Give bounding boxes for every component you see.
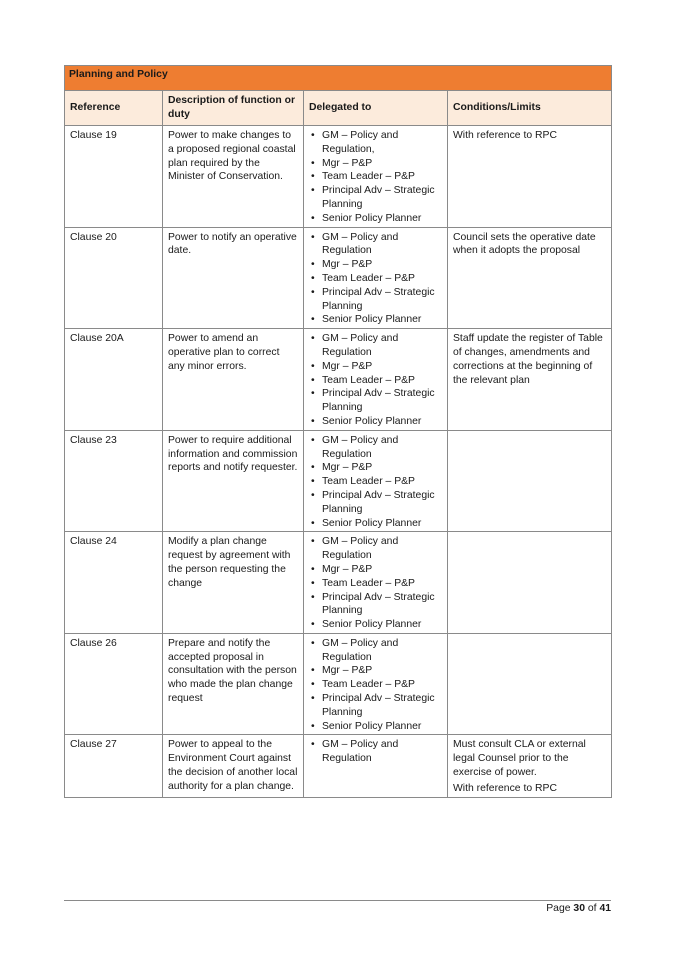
cell-conditions xyxy=(448,126,612,228)
delegate-item: • Principal Adv – Strategic Planning xyxy=(309,591,442,619)
delegate-item: • Principal Adv – Strategic Planning xyxy=(309,184,442,212)
table-title: Planning and Policy xyxy=(65,66,612,91)
delegate-item: • Mgr – P&P xyxy=(309,563,442,577)
delegate-item: • Team Leader – P&P xyxy=(309,577,442,591)
delegate-item: • Mgr – P&P xyxy=(309,360,442,374)
cell-description: Prepare and notify the accepted proposal in consultation with the person who made the plan change request xyxy=(163,633,304,735)
delegate-item: • Principal Adv – Strategic Planning xyxy=(309,692,442,720)
delegate-item: • Principal Adv – Strategic Planning xyxy=(309,489,442,517)
cell-delegated-to xyxy=(304,329,448,431)
condition-text: Staff update the register of Table of changes, amendments and corrections at the beginning of the relevant plan xyxy=(453,333,603,386)
delegate-item: • Senior Policy Planner xyxy=(309,313,442,327)
cell-delegated-to xyxy=(304,532,448,634)
cell-delegated-to xyxy=(304,126,448,228)
cell-conditions xyxy=(448,735,612,797)
delegate-list xyxy=(309,535,442,632)
delegate-item: • Principal Adv – Strategic Planning xyxy=(309,286,442,314)
cell-reference: Clause 20A xyxy=(65,329,163,431)
delegate-item: • Team Leader – P&P xyxy=(309,475,442,489)
cell-description: Power to make changes to a proposed regional coastal plan required by the Minister of Conservation. xyxy=(163,126,304,228)
delegate-item: • GM – Policy and Regulation xyxy=(309,738,442,766)
page-footer xyxy=(546,903,611,914)
table-row xyxy=(65,735,612,797)
delegate-item: • GM – Policy and Regulation xyxy=(309,434,442,462)
delegate-item: • Team Leader – P&P xyxy=(309,272,442,286)
cell-delegated-to xyxy=(304,430,448,532)
condition-text: With reference to RPC xyxy=(453,782,557,794)
delegate-item: • Mgr – P&P xyxy=(309,461,442,475)
delegate-item: • GM – Policy and Regulation, xyxy=(309,129,442,157)
delegate-item: • Senior Policy Planner xyxy=(309,212,442,226)
delegate-item: • GM – Policy and Regulation xyxy=(309,231,442,259)
cell-reference: Clause 23 xyxy=(65,430,163,532)
table-row xyxy=(65,633,612,735)
cell-reference: Clause 26 xyxy=(65,633,163,735)
cell-conditions xyxy=(448,329,612,431)
total-pages: 41 xyxy=(599,903,611,914)
condition-text: With reference to RPC xyxy=(453,130,557,141)
delegate-item: • Team Leader – P&P xyxy=(309,678,442,692)
footer-divider xyxy=(64,900,611,901)
cell-reference: Clause 19 xyxy=(65,126,163,228)
cell-description: Power to amend an operative plan to correct any minor errors. xyxy=(163,329,304,431)
table-row xyxy=(65,227,612,329)
cell-description: Power to notify an operative date. xyxy=(163,227,304,329)
table-row xyxy=(65,329,612,431)
table-row xyxy=(65,430,612,532)
header-delegated-to: Delegated to xyxy=(304,91,448,126)
header-reference: Reference xyxy=(65,91,163,126)
cell-conditions xyxy=(448,227,612,329)
cell-delegated-to xyxy=(304,227,448,329)
cell-delegated-to xyxy=(304,633,448,735)
cell-conditions xyxy=(448,633,612,735)
delegate-item: • GM – Policy and Regulation xyxy=(309,535,442,563)
of-word: of xyxy=(587,903,597,914)
page-number: 30 xyxy=(573,903,585,914)
delegate-item: • Senior Policy Planner xyxy=(309,415,442,429)
delegate-item: • Senior Policy Planner xyxy=(309,618,442,632)
delegate-item: • Mgr – P&P xyxy=(309,157,442,171)
delegate-item: • Mgr – P&P xyxy=(309,664,442,678)
delegate-item: • Senior Policy Planner xyxy=(309,720,442,734)
delegate-item: • GM – Policy and Regulation xyxy=(309,332,442,360)
delegate-list xyxy=(309,738,442,766)
delegate-item: • Team Leader – P&P xyxy=(309,374,442,388)
cell-conditions xyxy=(448,430,612,532)
cell-reference: Clause 27 xyxy=(65,735,163,797)
header-conditions: Conditions/Limits xyxy=(448,91,612,126)
delegate-list xyxy=(309,231,442,328)
cell-reference: Clause 20 xyxy=(65,227,163,329)
cell-description: Modify a plan change request by agreement with the person requesting the change xyxy=(163,532,304,634)
table-body xyxy=(65,126,612,798)
delegate-item: • Team Leader – P&P xyxy=(309,170,442,184)
header-description: Description of function or duty xyxy=(163,91,304,126)
delegate-list xyxy=(309,637,442,734)
condition-text: Must consult CLA or external legal Counsel prior to the exercise of power. xyxy=(453,739,586,779)
cell-delegated-to xyxy=(304,735,448,797)
page-word: Page xyxy=(546,903,571,914)
delegate-item: • GM – Policy and Regulation xyxy=(309,637,442,665)
delegate-list xyxy=(309,332,442,429)
table-row xyxy=(65,126,612,228)
delegations-table xyxy=(64,65,612,798)
delegate-item: • Principal Adv – Strategic Planning xyxy=(309,387,442,415)
delegate-item: • Senior Policy Planner xyxy=(309,517,442,531)
delegate-list xyxy=(309,129,442,226)
delegate-item: • Mgr – P&P xyxy=(309,258,442,272)
cell-description: Power to require additional information and commission reports and notify requester. xyxy=(163,430,304,532)
cell-conditions xyxy=(448,532,612,634)
condition-text: Council sets the operative date when it adopts the proposal xyxy=(453,231,596,257)
cell-reference: Clause 24 xyxy=(65,532,163,634)
cell-description: Power to appeal to the Environment Court against the decision of another local authority for a plan change. xyxy=(163,735,304,797)
table-row xyxy=(65,532,612,634)
delegate-list xyxy=(309,434,442,531)
